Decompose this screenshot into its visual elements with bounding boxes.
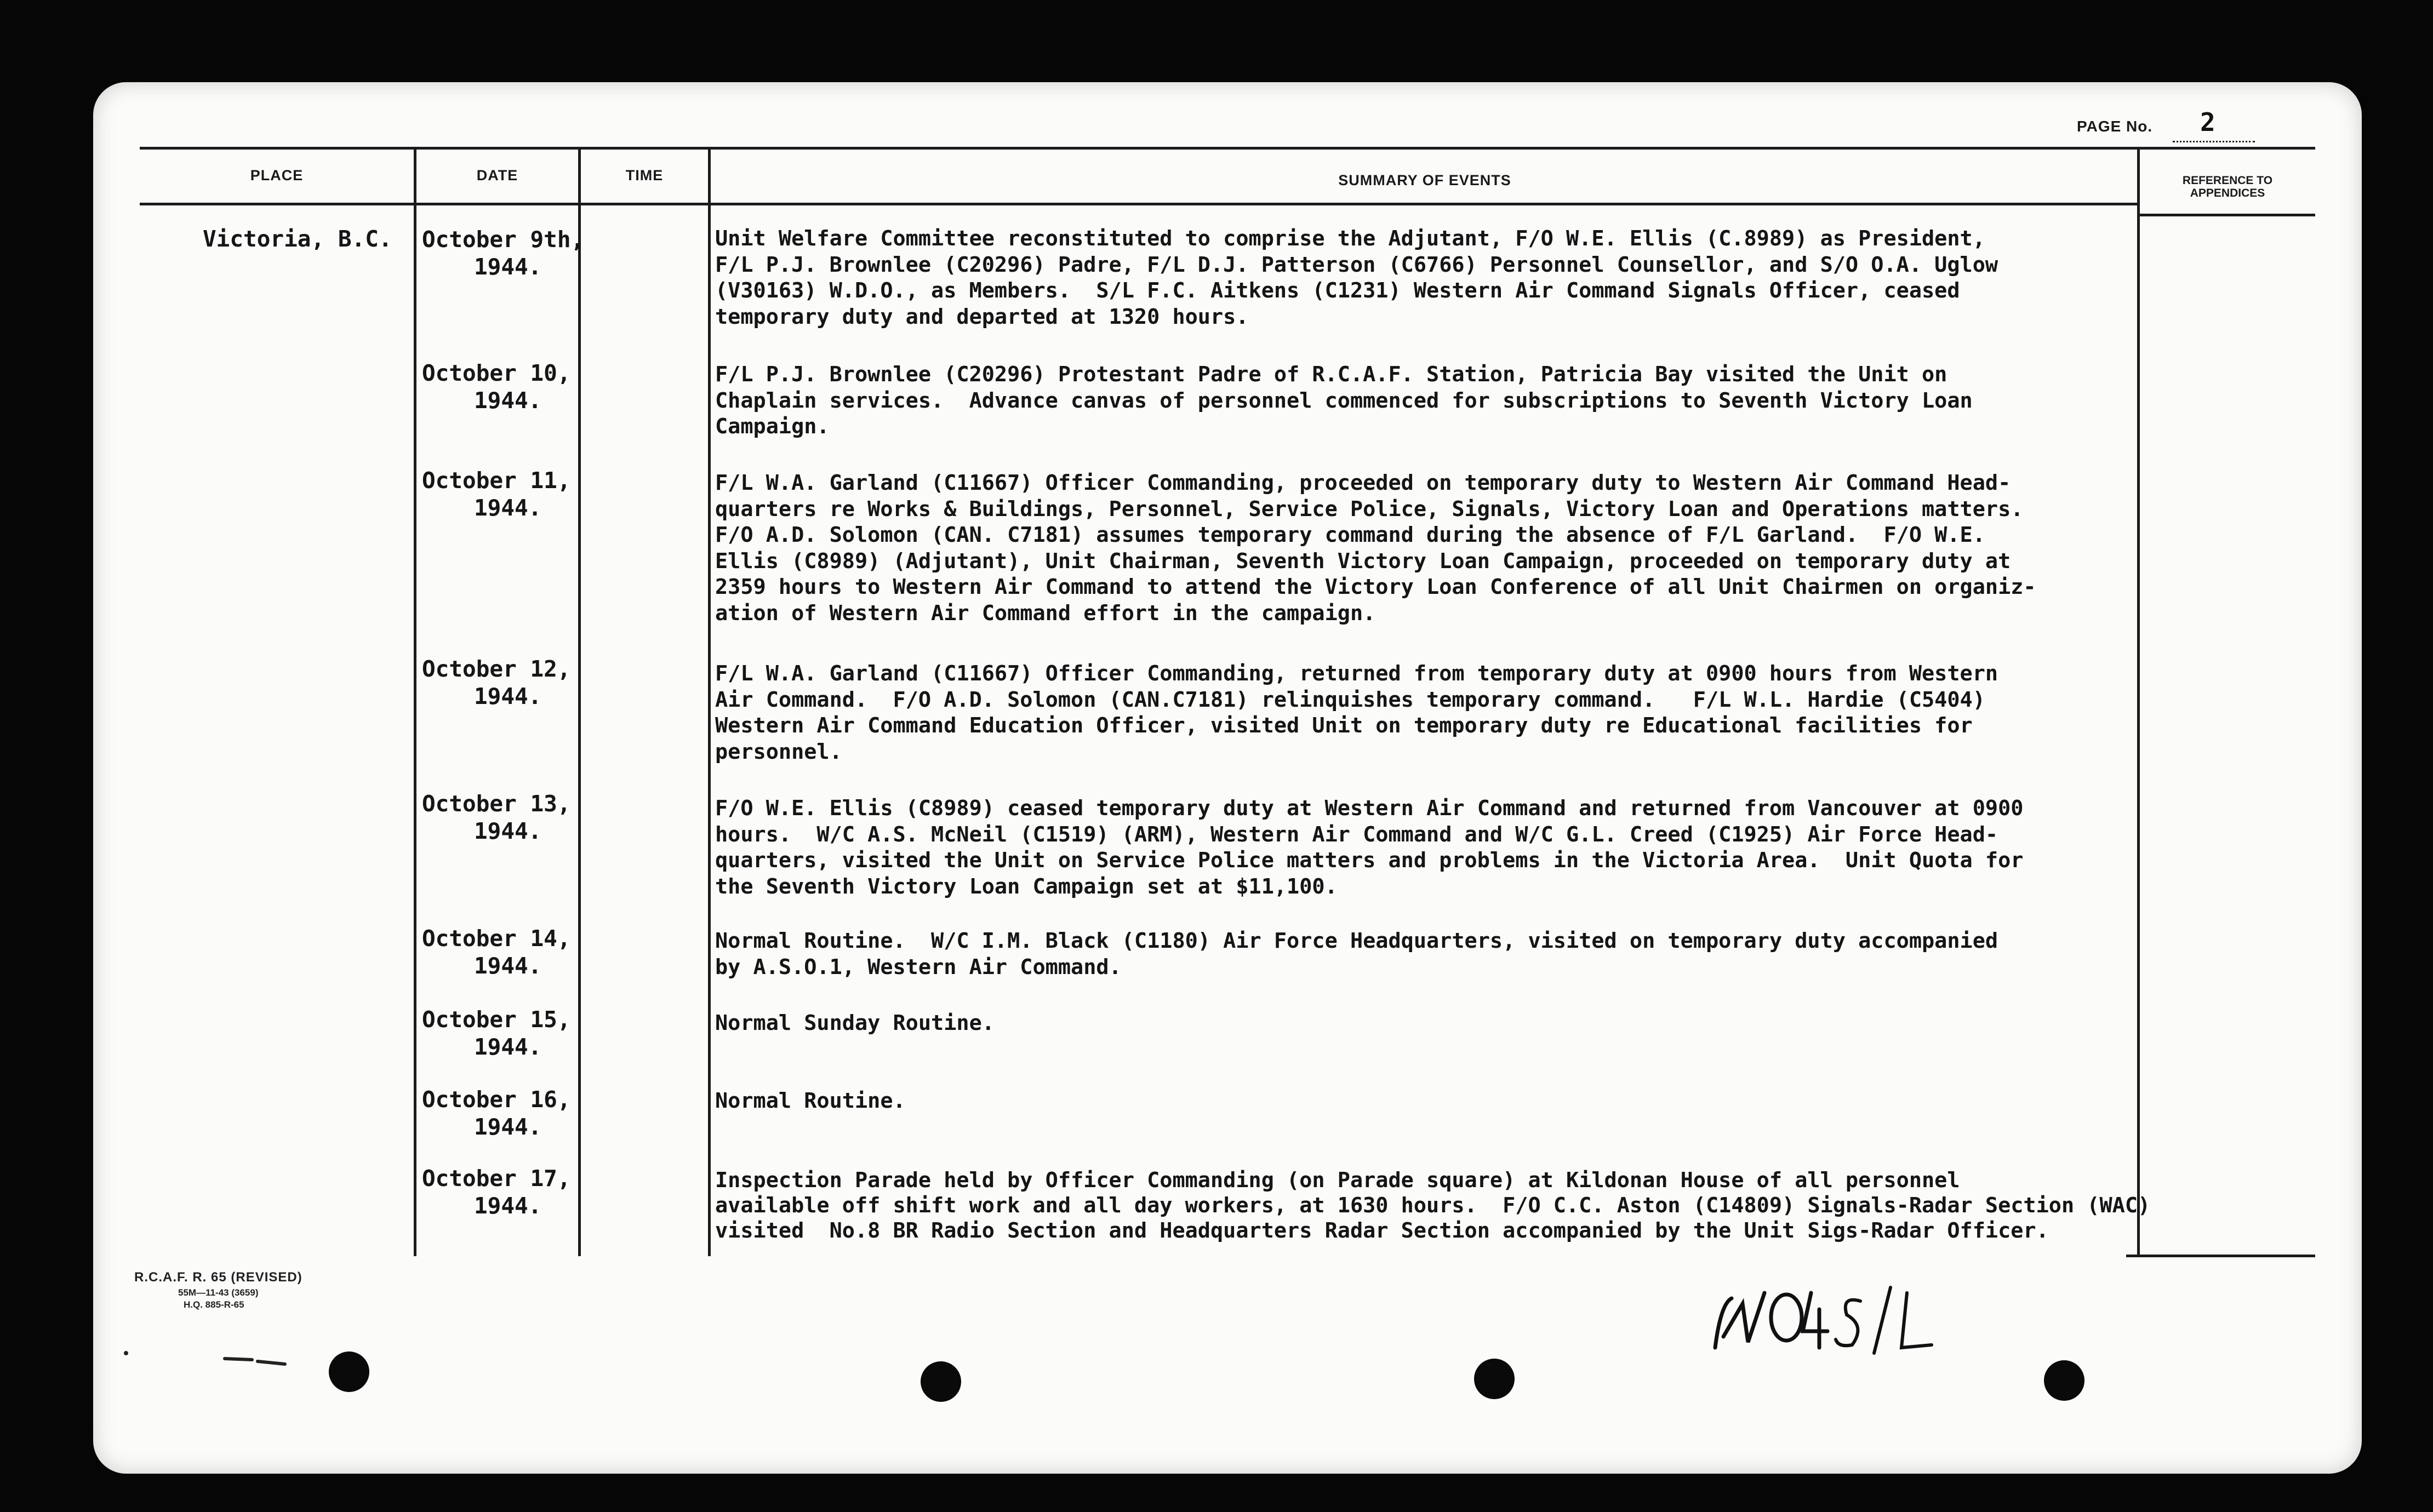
- entry-date: [422, 467, 586, 522]
- entry-date-line1: October 11,: [422, 467, 571, 494]
- entry-summary: F/O W.E. Ellis (C8989) ceased temporary duty at Western Air Command and returned from Vancouver at 0900 hours. W/C A.S. McNeil (C1519) (ARM), Western Air Command and W/C G.L. Creed (C1925) Air Force Head- quarters, visited the Unit on Service Police matters and problems in the Victoria Area. Unit Quota for the Seventh Victory Loan Campaign set at $11,100.: [715, 796, 2024, 899]
- table-top-rule: [140, 147, 2315, 150]
- header-date: DATE: [476, 167, 518, 184]
- column-divider-place-date: [414, 147, 416, 1256]
- form-stamp-line2: 55M—11-43 (3659): [178, 1287, 259, 1298]
- entry-date-line2: 1944.: [474, 1034, 542, 1060]
- entry-summary: F/L W.A. Garland (C11667) Officer Commanding, proceeded on temporary duty to Western Air Command Head- quarters re Works & Buildings, Personnel, Service Police, Signals, Victory Loan and Operations matters. F/O A.D. Solomon (CAN. C7181) assumes temporary command during the absence of F/L Garland. F/O W.E. Ellis (C8989) (Adjutant), Unit Chairman, Seventh Victory Loan Campaign, proceeded on temporary duty at 2359 hours to Western Air Command to attend the Victory Loan Conference of all Unit Chairmen on organiz- ation of Western Air Command effort in the campaign.: [715, 471, 2036, 626]
- page-number-value: 2: [2200, 107, 2215, 137]
- entry-date-line1: October 10,: [422, 360, 571, 386]
- punch-hole: [921, 1361, 961, 1402]
- entry-date-line2: 1944.: [474, 683, 542, 709]
- header-time: TIME: [625, 167, 664, 184]
- entry-date: [422, 1086, 586, 1141]
- header-reference-to-appendices: [2140, 174, 2315, 199]
- handwritten-signature: [1710, 1271, 1940, 1359]
- entry-date: [422, 790, 586, 845]
- table-bottom-rule: [2126, 1255, 2315, 1257]
- entry-date-line2: 1944.: [474, 818, 542, 844]
- entry-date-line1: October 14,: [422, 925, 571, 952]
- form-stamp-line3: H.Q. 885-R-65: [184, 1299, 244, 1310]
- entry-summary: Normal Routine. W/C I.M. Black (C1180) Air Force Headquarters, visited on temporary duty accompanied by A.S.O.1, Western Air Command.: [715, 929, 1998, 980]
- column-divider-time-summary: [708, 147, 711, 1256]
- entry-date: [422, 359, 586, 414]
- entry-date-line1: October 16,: [422, 1086, 571, 1113]
- entry-summary: Inspection Parade held by Officer Commanding (on Parade square) at Kildonan House of all personnel available off shift work and all day workers, at 1630 hours. F/O C.C. Aston (C14809) Signals-Radar Section (WAC) visited No.8 BR Radio Section and Headquarters Radar Section accompanied by the Unit Sigs-Radar Officer.: [715, 1168, 2151, 1243]
- punch-hole: [1474, 1359, 1515, 1399]
- entry-date-line1: October 9th,: [422, 226, 585, 253]
- entry-date-line2: 1944.: [474, 254, 542, 280]
- entry-date-line2: 1944.: [474, 387, 542, 414]
- reference-header-rule: [2140, 214, 2315, 216]
- page-number-underline: [2173, 141, 2255, 142]
- header-summary: SUMMARY OF EVENTS: [1338, 172, 1511, 188]
- entry-date-line1: October 15,: [422, 1006, 571, 1033]
- entry-summary: F/L P.J. Brownlee (C20296) Protestant Padre of R.C.A.F. Station, Patricia Bay visited the Unit on Chaplain services. Advance canvas of personnel commenced for subscriptions to Seventh Victory Loan Campaign.: [715, 362, 1973, 439]
- header-bottom-rule: [140, 203, 2140, 205]
- entry-summary: Normal Sunday Routine.: [715, 1011, 995, 1035]
- entry-date-line2: 1944.: [474, 1193, 542, 1219]
- ink-specks: [121, 1348, 340, 1391]
- entry-date: [422, 1165, 586, 1219]
- page-number-label: PAGE No.: [2077, 118, 2153, 135]
- entry-date: [422, 655, 586, 710]
- entry-summary: F/L W.A. Garland (C11667) Officer Commanding, returned from temporary duty at 0900 hours from Western Air Command. F/O A.D. Solomon (CAN.C7181) relinquishes temporary command. F/L W.L. Hardie (C5404) Western Air Command Education Officer, visited Unit on temporary duty re Educational facilities for personnel.: [715, 661, 1998, 764]
- punch-hole: [2044, 1360, 2084, 1401]
- header-place: PLACE: [250, 167, 304, 184]
- entry-date: [422, 226, 586, 280]
- entry-date-line1: October 13,: [422, 791, 571, 817]
- entry-date: [422, 1006, 586, 1061]
- entry-date-line2: 1944.: [474, 1114, 542, 1140]
- header-reference-line2: APPENDICES: [2190, 187, 2265, 199]
- header-reference-line1: REFERENCE TO: [2182, 174, 2273, 187]
- entry-date: [422, 925, 586, 980]
- entry-date-line1: October 12,: [422, 656, 571, 682]
- place-cell: Victoria, B.C.: [203, 226, 392, 252]
- entry-date-line2: 1944.: [474, 495, 542, 521]
- form-stamp-line1: R.C.A.F. R. 65 (REVISED): [134, 1270, 302, 1285]
- entry-date-line1: October 17,: [422, 1165, 571, 1192]
- entry-summary: Unit Welfare Committee reconstituted to comprise the Adjutant, F/O W.E. Ellis (C.8989) as President, F/L P.J. Brownlee (C20296) Padre, F/L D.J. Patterson (C6766) Personnel Counsellor, and S/O O.A. Uglow (V30163) W.D.O., as Members. S/L F.C. Aitkens (C1231) Western Air Command Signals Officer, ceased temporary duty and departed at 1320 hours.: [715, 226, 1998, 329]
- entry-summary: Normal Routine.: [715, 1089, 906, 1113]
- form-stamp: [134, 1270, 302, 1310]
- entry-date-line2: 1944.: [474, 953, 542, 979]
